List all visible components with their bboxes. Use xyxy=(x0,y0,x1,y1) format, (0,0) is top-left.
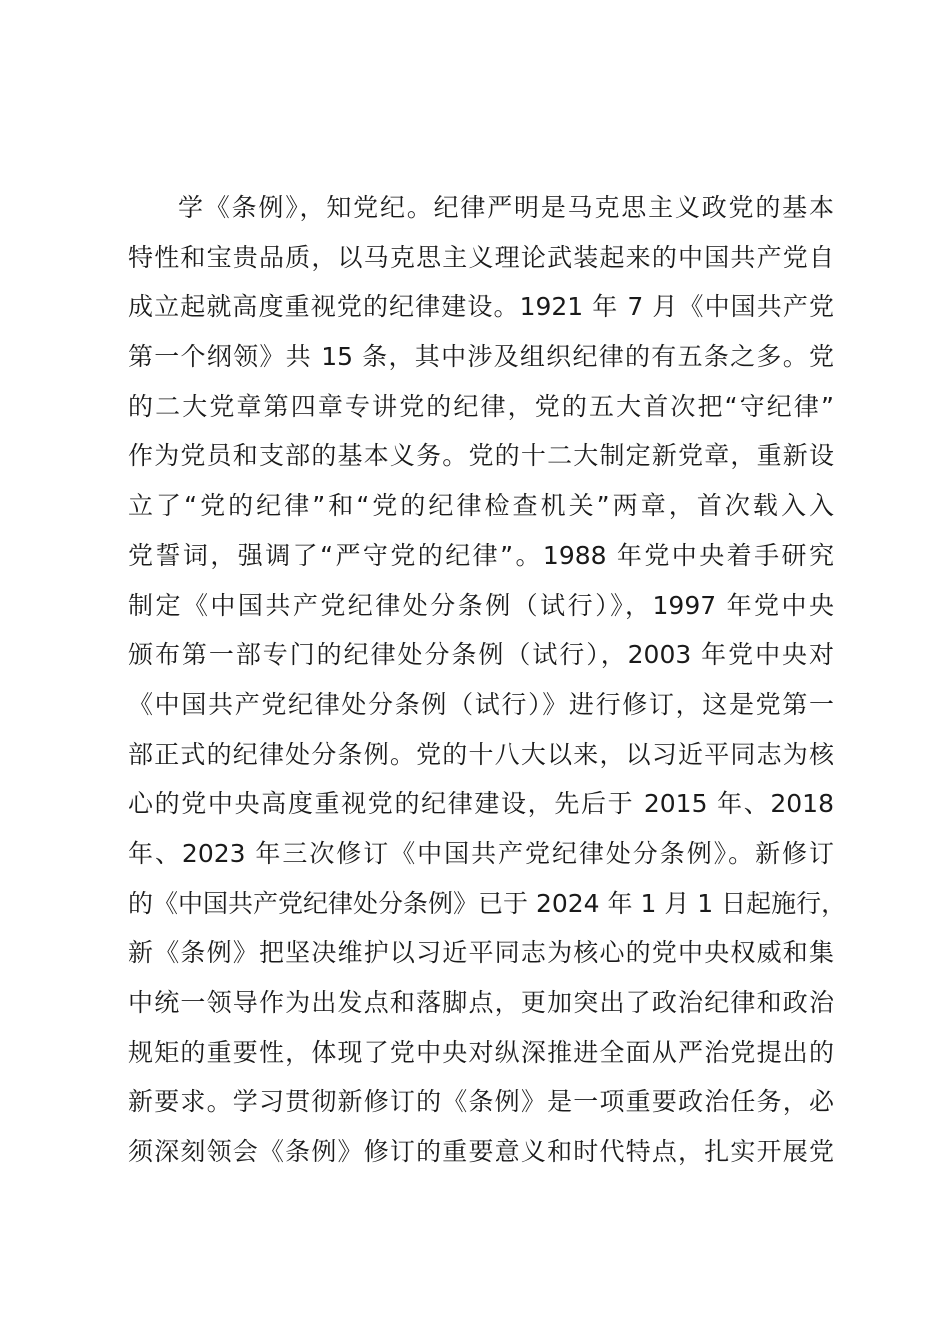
text-line: 作为党员和支部的基本义务。党的十二大制定新党章，重新设 xyxy=(128,441,834,471)
text-line: 《中国共产党纪律处分条例（试行）》进行修订，这是党第一 xyxy=(128,689,834,719)
text-line: 立了“党的纪律”和“党的纪律检查机关”两章，首次载入入 xyxy=(128,491,834,521)
text-line: 学《条例》，知党纪。纪律严明是马克思主义政党的基本 xyxy=(178,193,834,222)
text-line: 党誓词，强调了“严守党的纪律”。1988 年党中央着手研究 xyxy=(128,540,834,570)
body-paragraph xyxy=(128,183,847,1177)
text-line: 中统一领导作为出发点和落脚点，更加突出了政治纪律和政治 xyxy=(128,988,834,1017)
text-line: 心的党中央高度重视党的纪律建设，先后于 2015 年、2018 xyxy=(128,789,834,819)
text-line: 部正式的纪律处分条例。党的十八大以来，以习近平同志为核 xyxy=(128,739,834,769)
text-line: 的二大党章第四章专讲党的纪律，党的五大首次把“守纪律” xyxy=(128,391,834,421)
text-line: 新《条例》把坚决维护以习近平同志为核心的党中央权威和集 xyxy=(128,938,834,968)
text-line: 规矩的重要性，体现了党中央对纵深推进全面从严治党提出的 xyxy=(128,1037,834,1067)
text-line: 年、2023 年三次修订《中国共产党纪律处分条例》。新修订 xyxy=(128,838,834,868)
text-line: 新要求。学习贯彻新修订的《条例》是一项重要政治任务，必 xyxy=(128,1087,834,1117)
text-line: 成立起就高度重视党的纪律建设。1921 年 7 月《中国共产党 xyxy=(128,292,834,322)
text-line: 制定《中国共产党纪律处分条例（试行）》，1997 年党中央 xyxy=(128,590,834,620)
text-line: 的《中国共产党纪律处分条例》已于 2024 年 1 月 1 日起施行， xyxy=(128,888,847,918)
text-line: 第一个纲领》共 15 条，其中涉及组织纪律的有五条之多。党 xyxy=(128,342,834,372)
text-line: 特性和宝贵品质，以马克思主义理论武装起来的中国共产党自 xyxy=(128,242,834,272)
text-line: 须深刻领会《条例》修订的重要意义和时代特点，扎实开展党 xyxy=(128,1137,834,1167)
text-line: 颁布第一部专门的纪律处分条例（试行），2003 年党中央对 xyxy=(128,640,834,670)
